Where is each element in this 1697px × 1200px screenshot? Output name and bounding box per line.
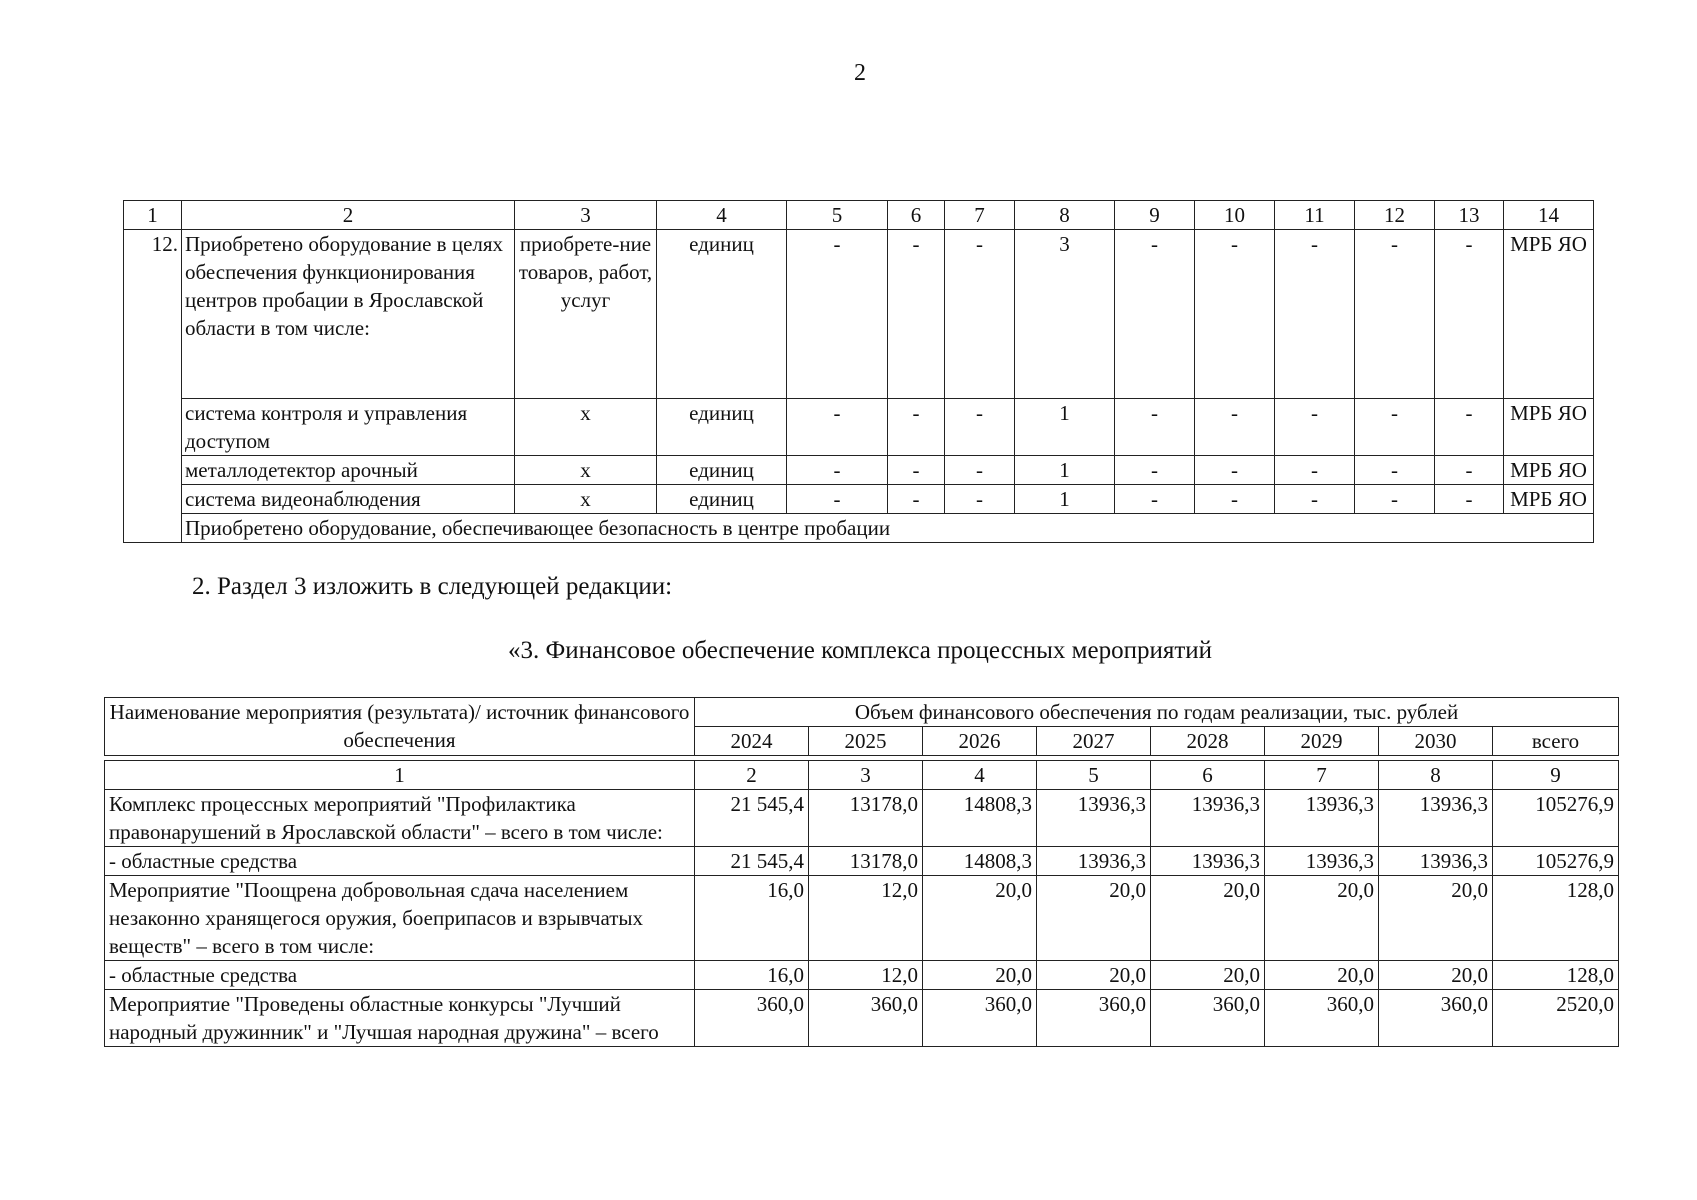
value-cell: -	[1435, 456, 1504, 485]
amount-cell: 13936,3	[1151, 847, 1265, 876]
amount-cell: 20,0	[1265, 876, 1379, 961]
year-cell: 2030	[1379, 727, 1493, 756]
row-unit: единиц	[657, 230, 787, 399]
amount-cell: 12,0	[809, 876, 923, 961]
amount-cell: 14808,3	[923, 847, 1037, 876]
value-cell: -	[945, 456, 1015, 485]
responsible-cell: МРБ ЯО	[1504, 399, 1594, 456]
row-unit: единиц	[657, 456, 787, 485]
header-cell: 1	[124, 201, 182, 230]
amount-cell: 13936,3	[1379, 790, 1493, 847]
header-cell: 8	[1015, 201, 1115, 230]
value-cell: -	[1275, 485, 1355, 514]
amount-cell: 13936,3	[1037, 847, 1151, 876]
amount-cell: 105276,9	[1493, 847, 1619, 876]
row-name: Комплекс процессных мероприятий "Профилактика правонарушений в Ярославской области" – всего в том числе:	[105, 790, 695, 847]
table-row	[124, 456, 1594, 485]
row-name: система видеонаблюдения	[182, 485, 515, 514]
responsible-cell: МРБ ЯО	[1504, 485, 1594, 514]
value-cell: -	[787, 485, 888, 514]
amount-cell: 20,0	[1379, 961, 1493, 990]
value-cell: -	[1355, 399, 1435, 456]
year-cell: 2024	[695, 727, 809, 756]
table-row	[124, 485, 1594, 514]
finance-table-header	[104, 697, 1619, 756]
value-cell: 1	[1015, 456, 1115, 485]
value-cell: -	[1115, 485, 1195, 514]
row-name: Приобретено оборудование в целях обеспечения функционирования центров пробации в Ярославской области в том числе:	[182, 230, 515, 399]
amount-cell: 13936,3	[1265, 790, 1379, 847]
year-cell: всего	[1493, 727, 1619, 756]
row-type: х	[515, 399, 657, 456]
amount-cell: 128,0	[1493, 876, 1619, 961]
amount-cell: 105276,9	[1493, 790, 1619, 847]
section-title: «3. Финансовое обеспечение комплекса процессных мероприятий	[507, 637, 1213, 664]
value-cell: -	[1275, 399, 1355, 456]
page-number: 2	[854, 60, 866, 86]
header-name-cell: Наименование мероприятия (результата)/ источник финансового обеспечения	[105, 698, 695, 756]
amount-cell: 13936,3	[1265, 847, 1379, 876]
table-row	[124, 399, 1594, 456]
amount-cell: 13936,3	[1379, 847, 1493, 876]
table-header-row	[124, 201, 1594, 230]
value-cell: -	[1435, 399, 1504, 456]
row-name: Мероприятие "Проведены областные конкурсы "Лучший народный дружинник" и "Лучшая народная дружина" – всего	[105, 990, 695, 1047]
value-cell: 1	[1015, 485, 1115, 514]
row-unit: единиц	[657, 399, 787, 456]
value-cell: -	[787, 230, 888, 399]
value-cell: -	[1355, 456, 1435, 485]
row-name: - областные средства	[105, 847, 695, 876]
amount-cell: 360,0	[1037, 990, 1151, 1047]
row-name: металлодетектор арочный	[182, 456, 515, 485]
value-cell: -	[888, 485, 945, 514]
amount-cell: 360,0	[1379, 990, 1493, 1047]
year-cell: 2029	[1265, 727, 1379, 756]
row-type: х	[515, 485, 657, 514]
year-cell: 2025	[809, 727, 923, 756]
finance-table	[104, 760, 1619, 1047]
amount-cell: 20,0	[1037, 876, 1151, 961]
value-cell: -	[1435, 230, 1504, 399]
value-cell: -	[888, 456, 945, 485]
column-number: 7	[1265, 761, 1379, 790]
amount-cell: 21 545,4	[695, 790, 809, 847]
amount-cell: 16,0	[695, 961, 809, 990]
amount-cell: 360,0	[1265, 990, 1379, 1047]
header-cell: 6	[888, 201, 945, 230]
amount-cell: 20,0	[923, 876, 1037, 961]
row-name: система контроля и управления доступом	[182, 399, 515, 456]
amount-cell: 14808,3	[923, 790, 1037, 847]
value-cell: -	[1195, 399, 1275, 456]
amount-cell: 360,0	[1151, 990, 1265, 1047]
amount-cell: 13178,0	[809, 790, 923, 847]
value-cell: -	[1115, 456, 1195, 485]
column-number: 8	[1379, 761, 1493, 790]
value-cell: -	[1275, 456, 1355, 485]
amount-cell: 20,0	[1265, 961, 1379, 990]
value-cell: -	[945, 485, 1015, 514]
year-cell: 2028	[1151, 727, 1265, 756]
amount-cell: 13936,3	[1151, 790, 1265, 847]
responsible-cell: МРБ ЯО	[1504, 230, 1594, 399]
value-cell: -	[945, 230, 1015, 399]
header-volume-cell: Объем финансового обеспечения по годам реализации, тыс. рублей	[695, 698, 1619, 727]
amount-cell: 20,0	[923, 961, 1037, 990]
table-row	[124, 230, 1594, 399]
amount-cell: 20,0	[1379, 876, 1493, 961]
value-cell: -	[1195, 230, 1275, 399]
value-cell: -	[1195, 456, 1275, 485]
responsible-cell: МРБ ЯО	[1504, 456, 1594, 485]
column-number: 6	[1151, 761, 1265, 790]
table-row	[105, 876, 1619, 961]
header-cell: 9	[1115, 201, 1195, 230]
amount-cell: 12,0	[809, 961, 923, 990]
header-cell: 2	[182, 201, 515, 230]
amount-cell: 20,0	[1151, 961, 1265, 990]
amount-cell: 360,0	[695, 990, 809, 1047]
value-cell: -	[1115, 230, 1195, 399]
column-number: 2	[695, 761, 809, 790]
footer-note: Приобретено оборудование, обеспечивающее безопасность в центре пробации	[182, 514, 1594, 543]
row-unit: единиц	[657, 485, 787, 514]
column-number: 1	[105, 761, 695, 790]
header-cell: 10	[1195, 201, 1275, 230]
column-number: 3	[809, 761, 923, 790]
year-cell: 2026	[923, 727, 1037, 756]
value-cell: -	[888, 230, 945, 399]
table-row	[105, 990, 1619, 1047]
amount-cell: 16,0	[695, 876, 809, 961]
header-row	[105, 698, 1619, 727]
indicators-table	[123, 200, 1594, 543]
header-cell: 12	[1355, 201, 1435, 230]
value-cell: 1	[1015, 399, 1115, 456]
header-cell: 5	[787, 201, 888, 230]
header-cell: 14	[1504, 201, 1594, 230]
table-row	[105, 790, 1619, 847]
value-cell: -	[787, 456, 888, 485]
table-row	[105, 961, 1619, 990]
amount-cell: 21 545,4	[695, 847, 809, 876]
amount-cell: 360,0	[809, 990, 923, 1047]
column-number: 5	[1037, 761, 1151, 790]
value-cell: -	[1435, 485, 1504, 514]
row-type: приобрете-ние товаров, работ, услуг	[515, 230, 657, 399]
column-number: 4	[923, 761, 1037, 790]
header-cell: 13	[1435, 201, 1504, 230]
table-row	[105, 847, 1619, 876]
item-number: 12.	[124, 230, 182, 543]
column-number: 9	[1493, 761, 1619, 790]
amount-cell: 128,0	[1493, 961, 1619, 990]
row-name: - областные средства	[105, 961, 695, 990]
row-name: Мероприятие "Поощрена добровольная сдача населением незаконно хранящегося оружия, боеприпасов и взрывчатых веществ" – всего в том числе:	[105, 876, 695, 961]
value-cell: -	[1355, 230, 1435, 399]
header-cell: 4	[657, 201, 787, 230]
value-cell: -	[1115, 399, 1195, 456]
amount-cell: 20,0	[1037, 961, 1151, 990]
amount-cell: 20,0	[1151, 876, 1265, 961]
instruction-paragraph: 2. Раздел 3 изложить в следующей редакции:	[192, 573, 673, 600]
year-cell: 2027	[1037, 727, 1151, 756]
amount-cell: 360,0	[923, 990, 1037, 1047]
value-cell: -	[1195, 485, 1275, 514]
value-cell: -	[787, 399, 888, 456]
row-type: х	[515, 456, 657, 485]
header-cell: 3	[515, 201, 657, 230]
column-numbers-row	[105, 761, 1619, 790]
header-cell: 7	[945, 201, 1015, 230]
table-footer-row	[124, 514, 1594, 543]
value-cell: -	[888, 399, 945, 456]
header-cell: 11	[1275, 201, 1355, 230]
amount-cell: 13936,3	[1037, 790, 1151, 847]
value-cell: -	[945, 399, 1015, 456]
amount-cell: 2520,0	[1493, 990, 1619, 1047]
value-cell: -	[1275, 230, 1355, 399]
value-cell: -	[1355, 485, 1435, 514]
amount-cell: 13178,0	[809, 847, 923, 876]
value-cell: 3	[1015, 230, 1115, 399]
